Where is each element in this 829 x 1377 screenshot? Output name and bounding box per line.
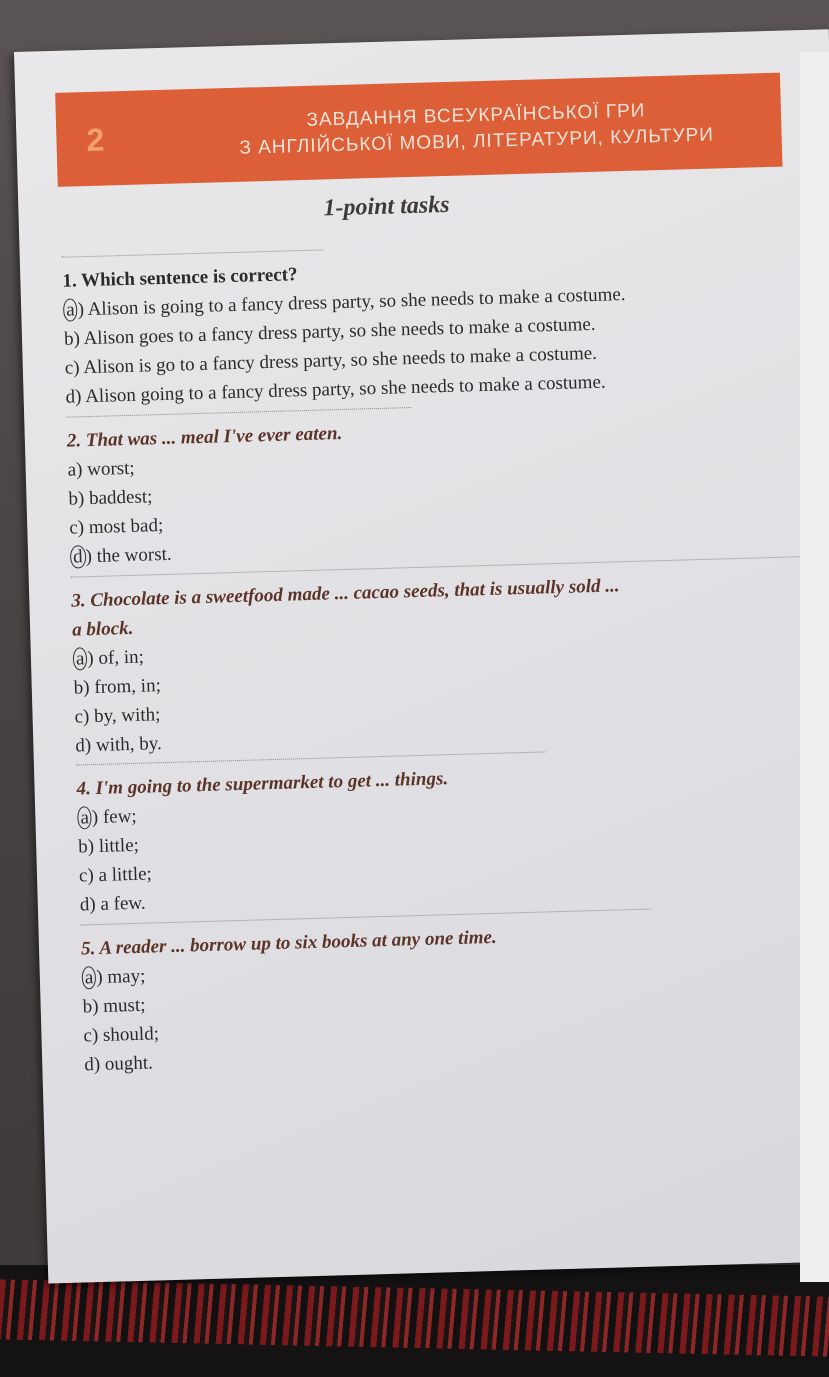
option-d[interactable]: d) with, by. xyxy=(75,733,163,757)
chapter-title-line-1: ЗАВДАННЯ ВСЕУКРАЇНСЬКОЇ ГРИ xyxy=(306,100,646,131)
question-title: 3. Chocolate is a sweetfood made ... cacao seeds, that is usually sold ... xyxy=(71,575,620,612)
option-c[interactable]: c) should; xyxy=(83,1023,160,1047)
question-5 xyxy=(81,923,501,1080)
option-d[interactable]: d ) the worst. xyxy=(70,535,346,572)
question-1 xyxy=(62,251,628,412)
facing-page-edge xyxy=(800,52,829,1282)
option-d[interactable]: d) ought. xyxy=(84,1052,154,1076)
chapter-title xyxy=(196,95,757,163)
selected-answer-mark: a xyxy=(73,647,88,670)
option-b[interactable]: b) must; xyxy=(82,994,146,1018)
question-title: 1. Which sentence is correct? xyxy=(62,264,298,292)
question-4 xyxy=(76,764,452,919)
chapter-title-line-2: З АНГЛІЙСЬКОЇ МОВИ, ЛІТЕРАТУРИ, КУЛЬТУРИ xyxy=(239,124,715,159)
chapter-banner xyxy=(55,73,782,187)
option-c[interactable]: c) Alison is go to a fancy dress party, so she needs to make a costume. xyxy=(64,342,598,379)
selected-answer-mark: a xyxy=(63,298,78,321)
selected-answer-mark: d xyxy=(70,545,86,568)
option-a[interactable]: a ) of, in; xyxy=(73,629,622,673)
option-b[interactable]: b) from, in; xyxy=(73,675,162,699)
option-c[interactable]: c) a little; xyxy=(78,863,153,887)
section-divider xyxy=(62,249,324,257)
option-b[interactable]: b) baddest; xyxy=(68,486,153,510)
section-title: 1-point tasks xyxy=(323,191,450,222)
option-c[interactable]: c) by, with; xyxy=(74,704,161,728)
question-3 xyxy=(71,571,624,760)
option-d[interactable]: d) Alison going to a fancy dress party, so she needs to make a costume. xyxy=(65,371,606,408)
option-b[interactable]: b) little; xyxy=(77,834,140,858)
option-c[interactable]: c) most bad; xyxy=(69,515,164,539)
question-title-continued: a block. xyxy=(71,617,134,641)
book-page xyxy=(14,29,829,1283)
question-title: 2. That was ... meal I've ever eaten. xyxy=(66,422,343,452)
question-title: 4. I'm going to the supermarket to get ... things. xyxy=(76,768,449,800)
question-title: 5. A reader ... borrow up to six books at any one time. xyxy=(80,926,497,960)
option-a[interactable]: a) worst; xyxy=(67,457,135,481)
option-a[interactable]: a ) Alison is going to a fancy dress party, so she needs to make a costume. xyxy=(63,280,626,325)
chapter-number: 2 xyxy=(85,121,105,159)
selected-answer-mark: a xyxy=(77,806,92,829)
selected-answer-mark: a xyxy=(82,966,97,989)
option-a[interactable]: a ) few; xyxy=(77,793,449,832)
option-a[interactable]: a ) may; xyxy=(81,952,497,993)
option-b[interactable]: b) Alison goes to a fancy dress party, so she needs to make a costume. xyxy=(63,313,596,350)
option-d[interactable]: d) a few. xyxy=(79,892,146,916)
question-2 xyxy=(66,419,345,572)
